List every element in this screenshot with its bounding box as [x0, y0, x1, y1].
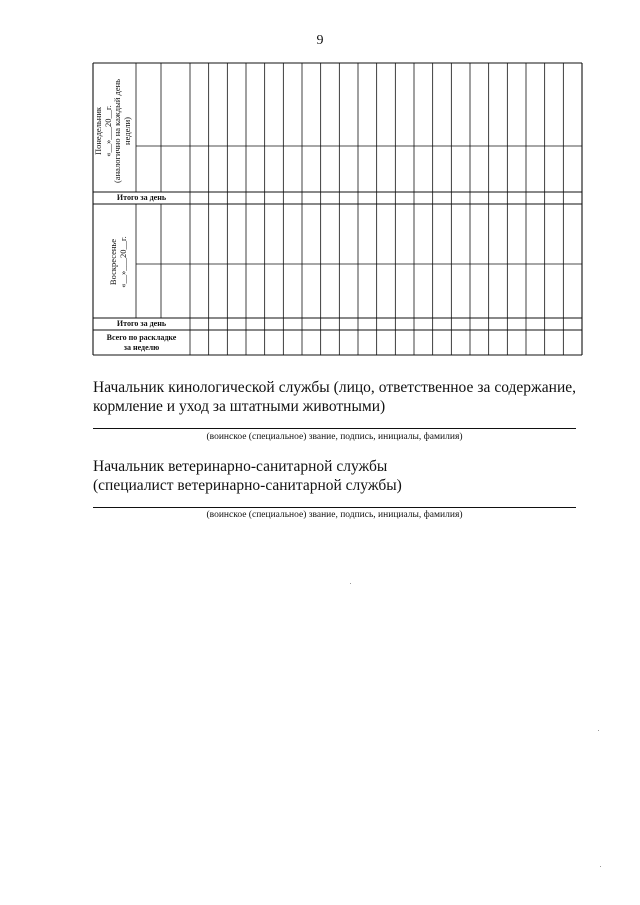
total-week-line2: за неделю	[123, 342, 160, 352]
scan-speck	[598, 730, 599, 731]
scan-speck	[600, 866, 601, 867]
vet-chief-signature-line	[93, 507, 576, 508]
total-day-label-2: Итого за день	[116, 319, 167, 328]
sunday-row-label	[109, 207, 133, 317]
monday-day-name: Понедельник	[93, 106, 103, 156]
total-week-label	[93, 333, 190, 352]
total-week-line1: Всего по раскладке	[106, 333, 177, 342]
monday-note-line2: недели)	[121, 117, 132, 145]
kennel-chief-signature-caption: (воинское (специальное) звание, подпись, инициалы, фамилия)	[206, 432, 463, 442]
sunday-date-placeholder: «__»___20__г.	[117, 236, 128, 288]
vet-chief-signature-caption: (воинское (специальное) звание, подпись, инициалы, фамилия)	[206, 510, 463, 520]
scan-speck	[350, 583, 351, 584]
sunday-day-name: Воскресенье	[108, 238, 118, 286]
total-day-label-1: Итого за день	[116, 193, 167, 202]
kennel-chief-signature-line	[93, 428, 576, 429]
page-number: 9	[316, 33, 324, 48]
monday-date-placeholder: «__»___20__г.	[102, 105, 113, 157]
vet-chief-title-line2: (специалист ветеринарно-санитарной службы)	[93, 477, 402, 494]
vet-chief-title-line1: Начальник ветеринарно-санитарной службы	[93, 458, 388, 475]
monday-row-label	[94, 66, 140, 196]
kennel-chief-title-line2: кормление и уход за штатными животными)	[93, 398, 386, 415]
kennel-chief-title-line1: Начальник кинологической службы (лицо, ответственное за содержание,	[93, 379, 576, 396]
monday-note-line1: (аналогично на каждый день	[112, 78, 122, 184]
